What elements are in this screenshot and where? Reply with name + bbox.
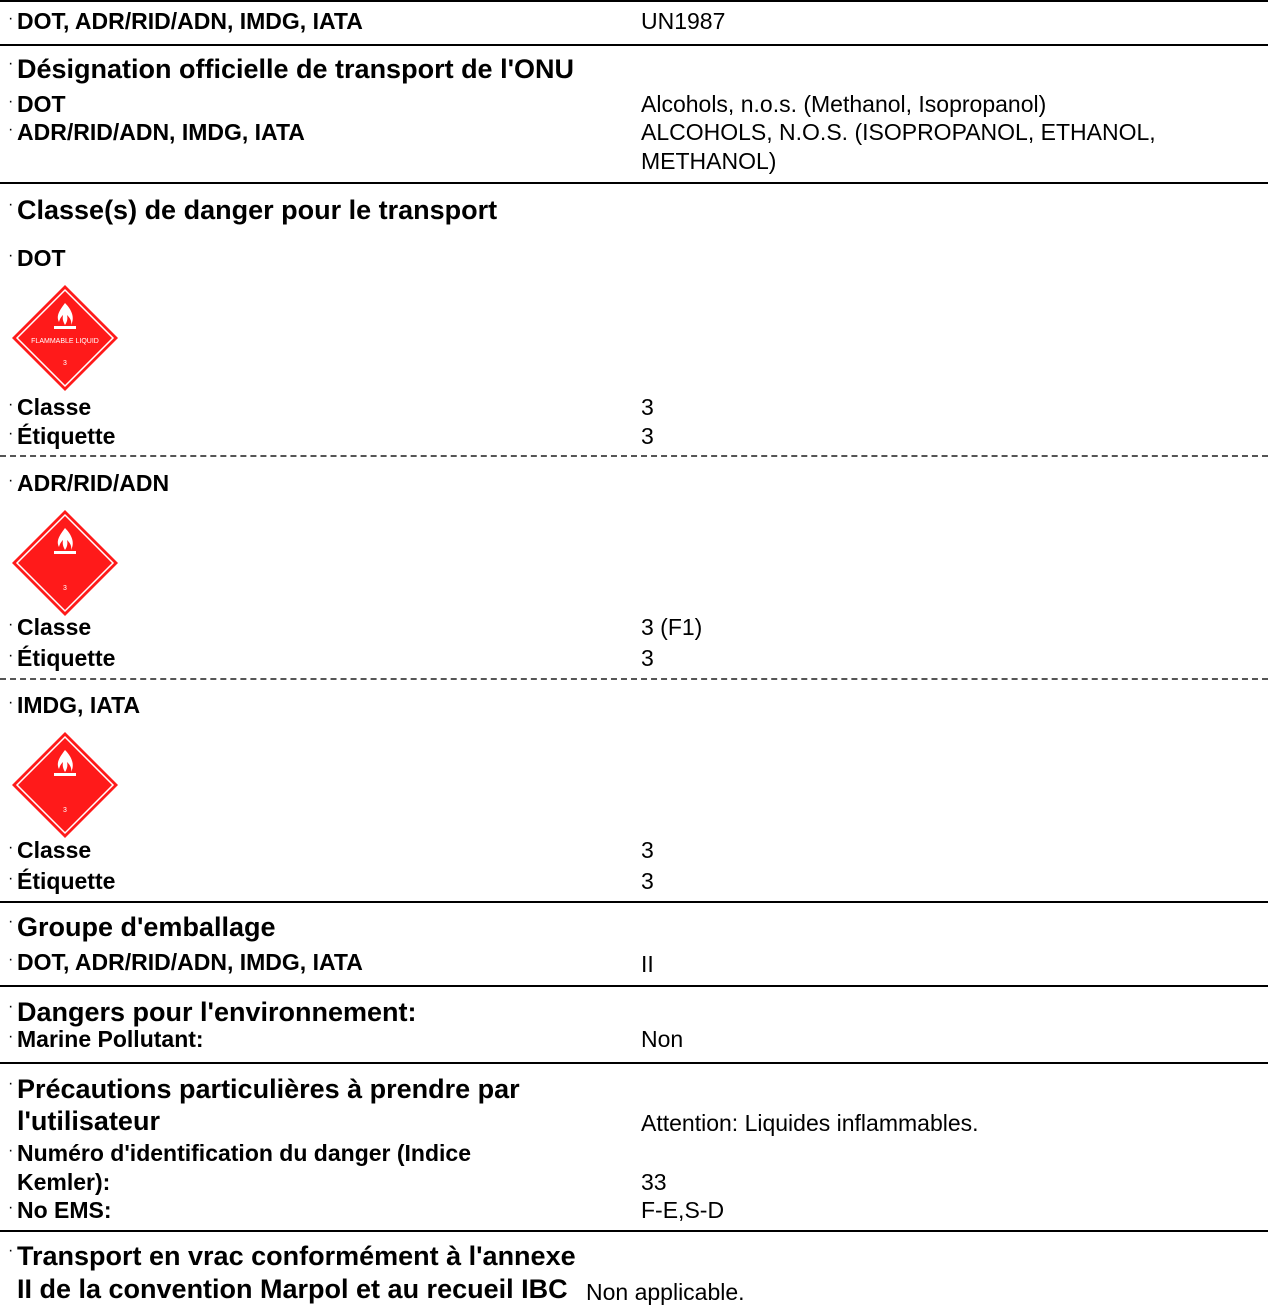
dot-tag-value: 3 <box>641 423 654 449</box>
placard-number: 3 <box>63 585 67 592</box>
bullet-dot: · <box>8 1142 14 1159</box>
imdg-class-value: 3 <box>641 837 654 863</box>
kemler-value: 33 <box>641 1169 667 1195</box>
bullet-dot: · <box>8 196 14 213</box>
adr-class-label: Classe <box>17 614 92 640</box>
ems-value: F-E,S-D <box>641 1197 725 1223</box>
precautions-heading-line1: Précautions particulières à prendre par <box>17 1074 520 1104</box>
adr-class-value: 3 (F1) <box>641 614 703 640</box>
marine-pollutant-label: Marine Pollutant: <box>17 1026 204 1052</box>
bullet-dot: · <box>8 951 14 968</box>
bullet-dot: · <box>8 1242 14 1259</box>
placard-text: FLAMMABLE LIQUID <box>31 338 99 345</box>
imdg-tag-label: Étiquette <box>17 868 116 894</box>
bullet-dot: · <box>8 1075 14 1092</box>
bullet-dot: · <box>8 10 14 27</box>
divider <box>0 1062 1268 1064</box>
bullet-dot: · <box>8 647 14 664</box>
dot-tag-label: Étiquette <box>17 423 116 449</box>
divider <box>0 985 1268 987</box>
bulk-heading-line1: Transport en vrac conformément à l'annexe <box>17 1241 576 1271</box>
packing-group-value: II <box>641 951 654 977</box>
dot-class-value: 3 <box>641 394 654 420</box>
bullet-dot: · <box>8 913 14 930</box>
placard-number: 3 <box>63 807 67 814</box>
bullet-dot: · <box>8 694 14 711</box>
bullet-dot: · <box>8 1028 14 1045</box>
flammable-liquid-placard-icon <box>10 283 120 393</box>
imdg-tag-value: 3 <box>641 868 654 894</box>
dashed-divider <box>0 455 1268 457</box>
adr-tag-label: Étiquette <box>17 645 116 671</box>
kemler-label-line2: Kemler): <box>17 1169 111 1195</box>
shipping-adr-value-line1: ALCOHOLS, N.O.S. (ISOPROPANOL, ETHANOL, <box>641 119 1156 145</box>
dot-class-label: Classe <box>17 394 92 420</box>
imdg-class-label: Classe <box>17 837 92 863</box>
precautions-value: Attention: Liquides inflammables. <box>641 1110 979 1136</box>
bullet-dot: · <box>8 1199 14 1216</box>
bullet-dot: · <box>8 55 14 72</box>
kemler-label-line1: Numéro d'identification du danger (Indice <box>17 1140 471 1166</box>
marine-pollutant-value: Non <box>641 1026 684 1052</box>
bullet-dot: · <box>8 425 14 442</box>
un-number-value: UN1987 <box>641 8 726 34</box>
hazard-imdg-label: IMDG, IATA <box>17 692 141 718</box>
hazard-adr-label: ADR/RID/ADN <box>17 470 170 496</box>
bullet-dot: · <box>8 247 14 264</box>
flammable-placard-icon <box>10 508 120 618</box>
hazard-class-heading: Classe(s) de danger pour le transport <box>17 195 498 225</box>
divider <box>0 44 1268 46</box>
packing-group-label: DOT, ADR/RID/ADN, IMDG, IATA <box>17 949 363 975</box>
precautions-heading-line2: l'utilisateur <box>17 1106 160 1136</box>
adr-tag-value: 3 <box>641 645 654 671</box>
bulk-heading-line2: II de la convention Marpol et au recueil IBC <box>17 1274 568 1304</box>
divider <box>0 901 1268 903</box>
bullet-dot: · <box>8 616 14 633</box>
divider <box>0 0 1268 2</box>
un-number-label: DOT, ADR/RID/ADN, IMDG, IATA <box>17 8 363 34</box>
dashed-divider <box>0 678 1268 680</box>
ems-label: No EMS: <box>17 1197 112 1223</box>
hazard-dot-label: DOT <box>17 245 66 271</box>
shipping-name-heading: Désignation officielle de transport de l'ONU <box>17 54 574 84</box>
divider <box>0 182 1268 184</box>
flammable-placard-icon <box>10 730 120 840</box>
divider <box>0 1230 1268 1232</box>
bullet-dot: · <box>8 121 14 138</box>
placard-number: 3 <box>63 360 67 367</box>
bullet-dot: · <box>8 472 14 489</box>
shipping-dot-value: Alcohols, n.o.s. (Methanol, Isopropanol) <box>641 91 1047 117</box>
bullet-dot: · <box>8 839 14 856</box>
bullet-dot: · <box>8 998 14 1015</box>
bullet-dot: · <box>8 396 14 413</box>
bullet-dot: · <box>8 870 14 887</box>
shipping-adr-label: ADR/RID/ADN, IMDG, IATA <box>17 119 305 145</box>
shipping-dot-label: DOT <box>17 91 66 117</box>
packing-group-heading: Groupe d'emballage <box>17 912 276 942</box>
environment-heading: Dangers pour l'environnement: <box>17 997 417 1027</box>
bullet-dot: · <box>8 93 14 110</box>
bulk-value: Non applicable. <box>586 1279 745 1305</box>
shipping-adr-value-line2: METHANOL) <box>641 148 777 174</box>
